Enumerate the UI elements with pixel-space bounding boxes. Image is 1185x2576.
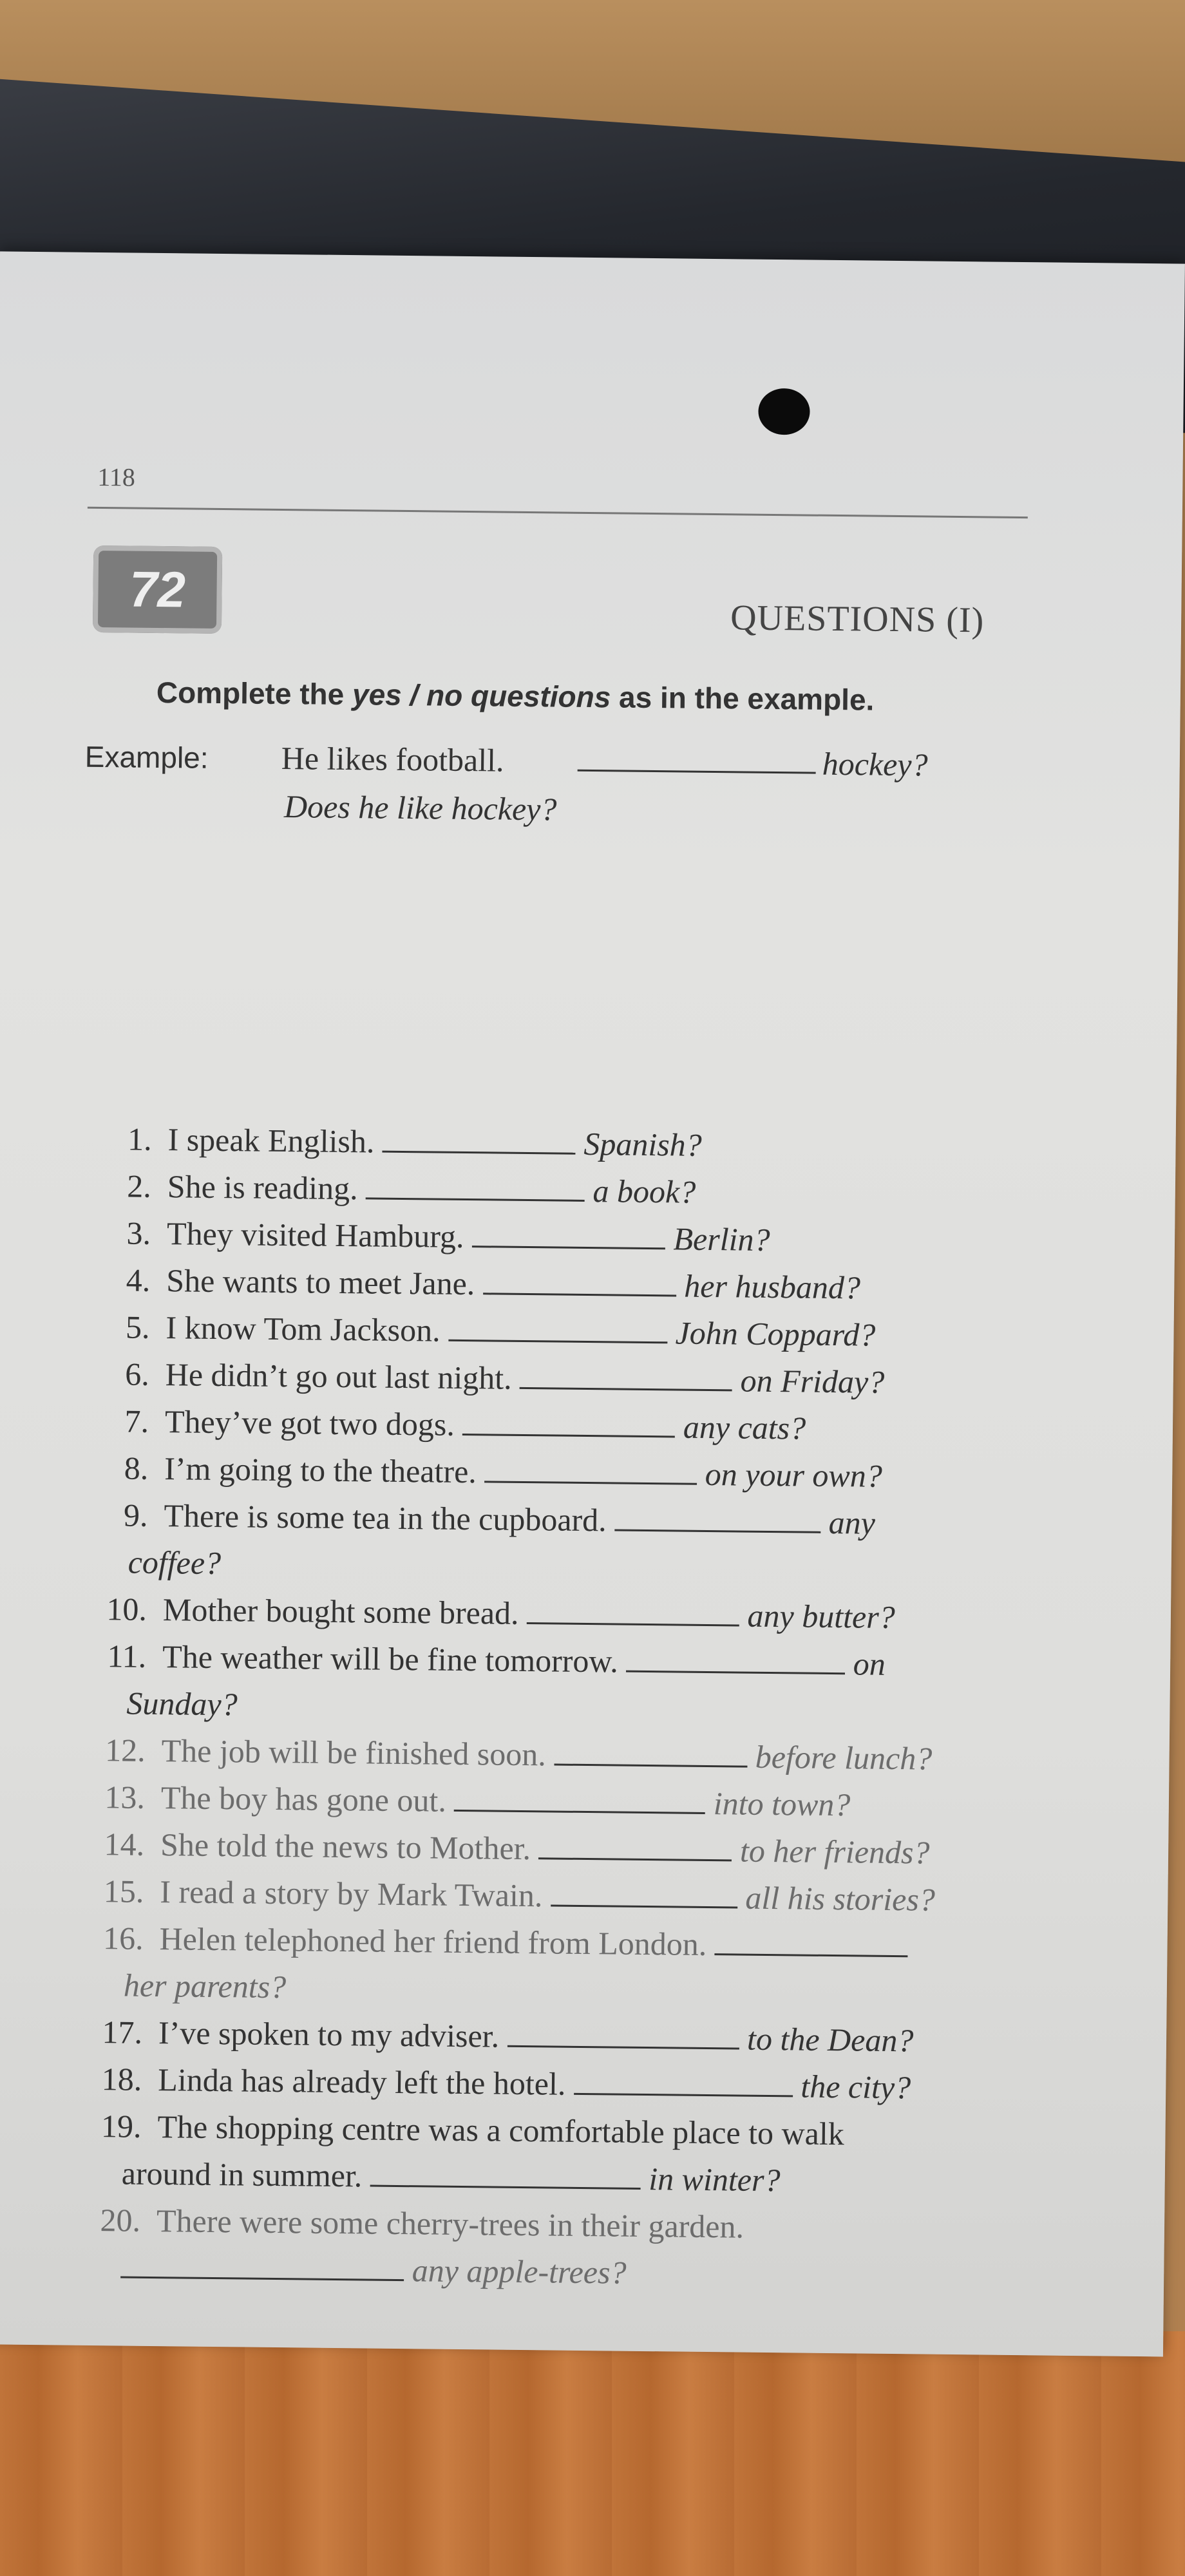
answer-blank[interactable] [120,2276,404,2281]
instruction [156,675,1058,719]
list-item: 2. She is reading. a book? [127,1168,696,1210]
answer-blank[interactable] [626,1671,845,1675]
list-item: 11. The weather will be fine tomorrow. on Sunday? [107,1638,886,1723]
worksheet-page [0,251,1185,2356]
answer-blank[interactable] [715,1953,908,1957]
list-item: 16. Helen telephoned her friend from London. her parents? [71,1915,1077,2019]
list-item: 17. I’ve spoken to my adviser. to the Dean? [102,2014,914,2059]
answer-blank[interactable] [527,1622,739,1626]
answer-blank[interactable] [462,1434,675,1437]
answer-blank[interactable] [614,1529,820,1533]
list-item: 18. Linda has already left the hotel. the city? [101,2061,911,2106]
header-rule [88,507,1028,518]
unit-badge [93,545,222,634]
answer-blank[interactable] [370,2185,641,2190]
list-item: 15. I read a story by Mark Twain. all his stories? [103,1873,936,1918]
answer-blank[interactable] [551,1904,737,1908]
instruction-post: as in the example. [611,680,875,717]
page-number: 118 [97,462,136,492]
answer-blank[interactable] [383,1151,576,1155]
list-item: 13. The boy has gone out. into town? [104,1779,851,1823]
list-item: 7. They’ve got two dogs. any cats? [124,1403,806,1446]
list-item: 12. The job will be finished soon. before lunch? [104,1732,933,1777]
list-item: 4. She wants to meet Jane. her husband? [126,1262,861,1306]
list-item: 1. I speak English. Spanish? [127,1121,703,1163]
instruction-pre: Complete the [156,675,353,712]
instruction-emphasis: yes / no questions [352,677,611,714]
answer-blank[interactable] [507,2045,739,2050]
answer-blank[interactable] [448,1340,667,1344]
list-item: 3. They visited Hamburg. Berlin? [126,1215,770,1258]
answer-blank[interactable] [366,1197,585,1202]
list-item: 9. There is some tea in the cupboard. any coffee? [123,1497,876,1582]
example-statement: He likes football. [281,739,504,779]
answer-blank[interactable] [472,1245,665,1249]
example-answer-blank [578,770,816,774]
punch-hole [758,388,810,435]
list-item: 6. He didn’t go out last night. on Friday? [125,1356,885,1400]
example-block [84,732,1083,839]
example-cue: hockey? [822,745,928,783]
list-item: 10. Mother bought some bread. any butter? [106,1591,896,1636]
list-item: 14. She told the news to Mother. to her friends? [104,1826,930,1871]
list-item: 8. I’m going to the theatre. on your own? [124,1450,883,1494]
answer-blank[interactable] [538,1857,732,1861]
answer-blank[interactable] [520,1387,732,1391]
list-item: 5. I know Tom Jackson. John Coppard? [125,1309,876,1353]
answer-blank[interactable] [484,1481,697,1484]
answer-blank[interactable] [574,2093,793,2098]
list-item: 19. The shopping centre was a comfortable place to walk around in summer. in winter? [100,2108,845,2199]
answer-blank[interactable] [483,1293,676,1296]
example-answer: Does he like hockey? [283,788,557,828]
answer-blank[interactable] [554,1764,747,1768]
section-title: QUESTIONS (I) [730,598,985,641]
list-item: 20. There were some cherry-trees in their garden. any apple-trees? [100,2202,744,2291]
example-label: Example: [84,739,209,775]
exercise-list [69,1115,1086,2301]
unit-number: 72 [129,560,186,618]
answer-blank[interactable] [454,1810,705,1814]
wooden-surface-bottom [0,2331,1185,2576]
